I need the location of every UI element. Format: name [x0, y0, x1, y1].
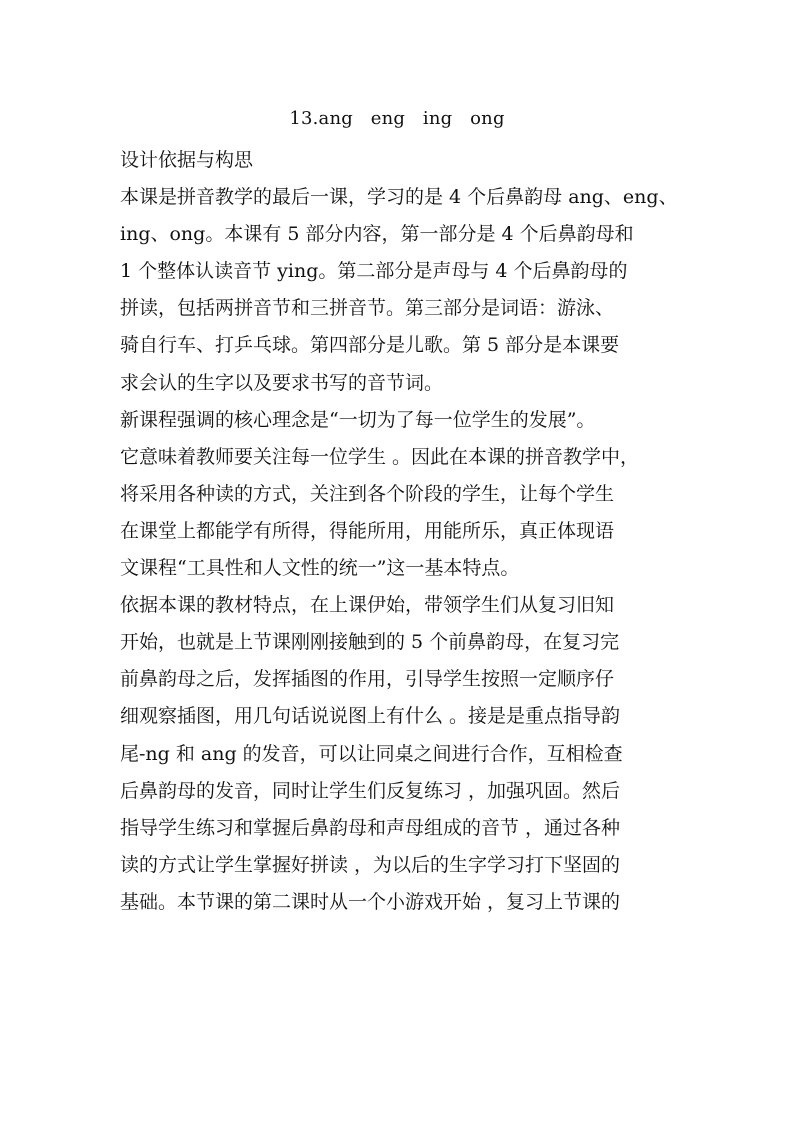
paragraph-line: 文课程“工具性和人文性的统一”这一基本特点。 — [120, 557, 520, 580]
document-title: 13.ang eng ing ong — [289, 108, 505, 129]
document-body — [120, 142, 680, 921]
paragraph-line: 本课是拼音教学的最后一课，学习的是 4 个后鼻韵母 ang、eng、 — [120, 186, 678, 209]
paragraph-line: 在课堂上都能学有所得，得能所用，用能所乐，真正体现语 — [120, 519, 615, 542]
paragraph-line: 拼读，包括两拼音节和三拼音节。第三部分是词语：游泳、 — [120, 297, 615, 320]
paragraph-line: 依据本课的教材特点，在上课伊始，带领学生们从复习旧知 — [120, 594, 615, 617]
paragraph-line: 尾-ng 和 ang 的发音，可以让同桌之间进行合作，互相检查 — [120, 742, 623, 765]
paragraph-line: 前鼻韵母之后，发挥插图的作用，引导学生按照一定顺序仔 — [120, 668, 615, 691]
paragraph-line: 读的方式让学生掌握好拼读 ，为以后的生字学习打下坚固的 — [120, 853, 621, 876]
paragraph-line: 后鼻韵母的发音，同时让学生们反复练习 ，加强巩固。然后 — [120, 779, 621, 802]
paragraph-line: 1 个整体认读音节 ying。第二部分是声母与 4 个后鼻韵母的 — [120, 260, 628, 283]
paragraph-line: 基础。本节课的第二课时从一个小游戏开始 ，复习上节课的 — [120, 890, 621, 913]
paragraph-line: 指导学生练习和掌握后鼻韵母和声母组成的音节 ，通过各种 — [120, 816, 621, 839]
paragraph-line: 它意味着教师要关注每一位学生 。因此在本课的拼音教学中， — [120, 445, 640, 468]
paragraph-line: 求会认的生字以及要求书写的音节词。 — [120, 371, 444, 394]
paragraph-line: 开始，也就是上节课刚刚接触到的 5 个前鼻韵母，在复习完 — [120, 631, 620, 654]
paragraph-line: ing、ong。本课有 5 部分内容，第一部分是 4 个后鼻韵母和 — [120, 223, 634, 246]
paragraph-line: 新课程强调的核心理念是“一切为了每一位学生的发展”。 — [120, 408, 596, 431]
paragraph-line: 细观察插图，用几句话说说图上有什么 。接是是重点指导韵 — [120, 705, 621, 728]
paragraph-line: 骑自行车、打乒乓球。第四部分是儿歌。第 5 部分是本课要 — [120, 334, 620, 357]
paragraph-line: 将采用各种读的方式，关注到各个阶段的学生，让每个学生 — [120, 482, 615, 505]
section-heading: 设计依据与构思 — [120, 149, 254, 171]
